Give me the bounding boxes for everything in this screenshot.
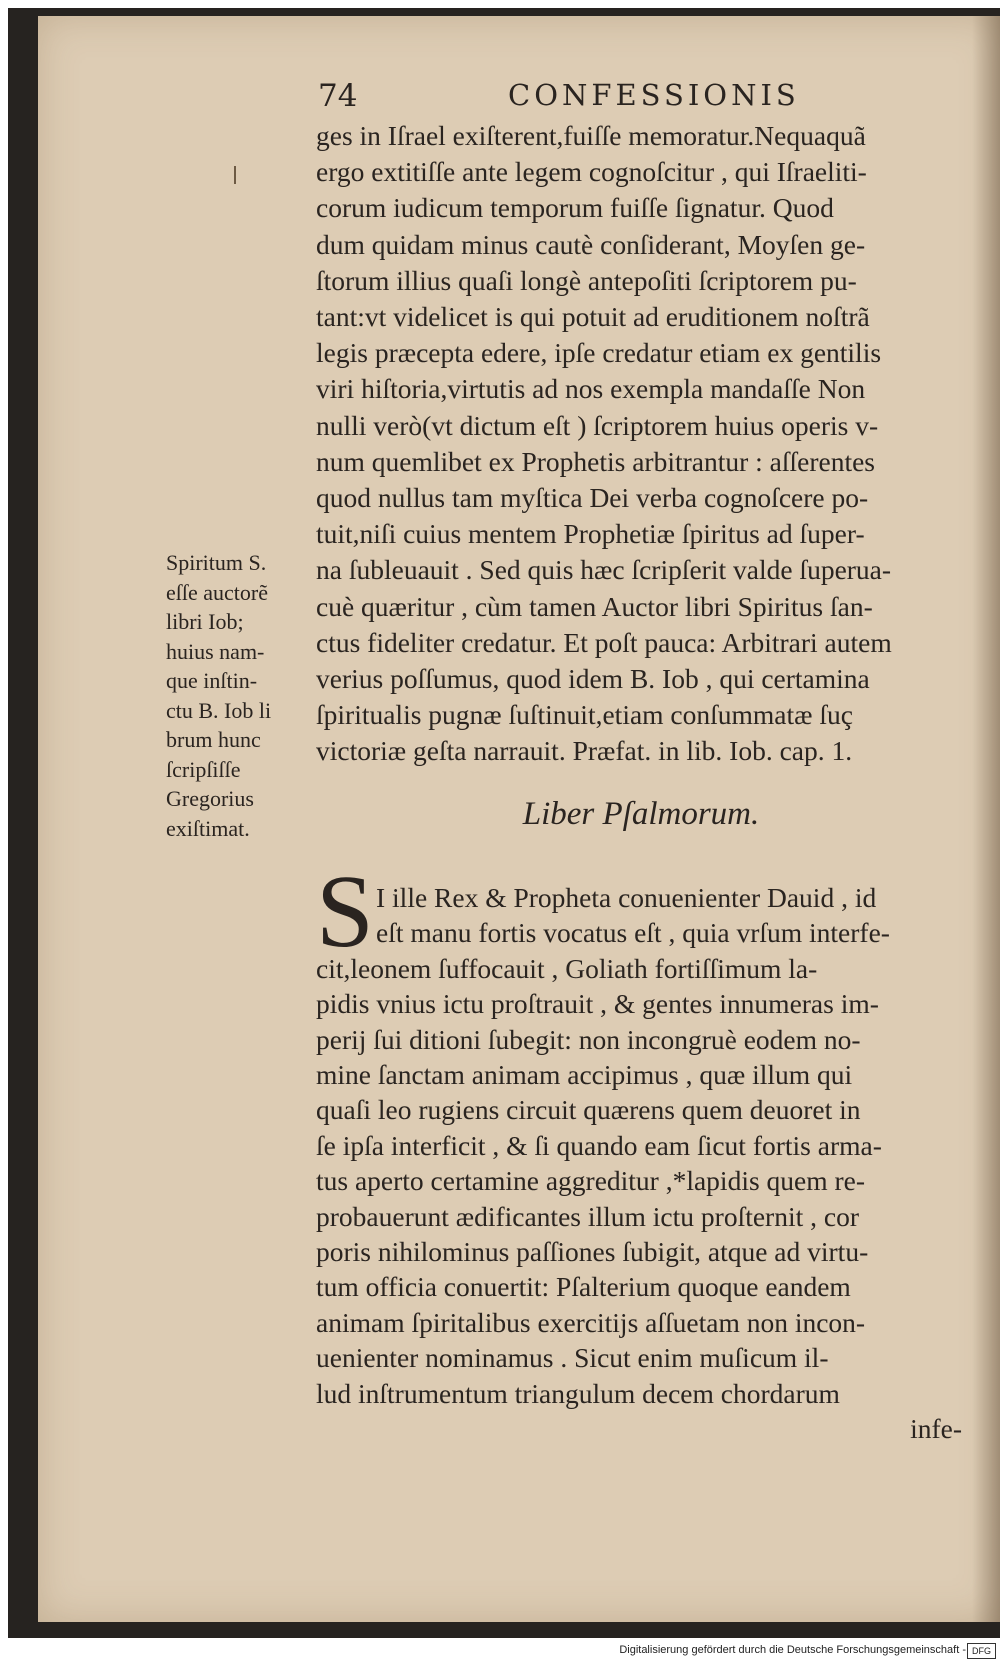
text-line: dum quidam minus cautè conſiderant, Moyſen ge- bbox=[316, 228, 866, 260]
note-line: ſcripſiſſe bbox=[166, 756, 241, 782]
text-line: ergo extitiſſe ante legem cognoſcitur , qui Iſraeliti- bbox=[316, 156, 867, 188]
note-line: brum hunc bbox=[166, 727, 261, 752]
text-line: corum iudicum temporum fuiſſe ſignatur. Quod bbox=[316, 192, 834, 224]
funding-credit: Digitalisierung gefördert durch die Deutsche Forschungsgemeinschaft - bbox=[619, 1644, 966, 1656]
text-line: viri hiſtoria,virtutis ad nos exempla mandaſſe Non bbox=[316, 373, 866, 405]
margin-mark bbox=[234, 166, 236, 184]
text-line: ſtorum illius quaſi longè antepoſiti ſcriptorem pu- bbox=[316, 264, 857, 296]
text-line: uenienter nominamus . Sicut enim muſicum il- bbox=[316, 1342, 829, 1374]
text-line: animam ſpiritalibus exercitijs aſſuetam non incon- bbox=[316, 1306, 866, 1338]
text-line: tus aperto certamine aggreditur ,*lapidis quem re- bbox=[316, 1165, 866, 1197]
note-line: ctu B. Iob li bbox=[166, 697, 272, 723]
text-line: tant:vt videlicet is qui potuit ad eruditionem noſtrã bbox=[316, 301, 870, 333]
text-line: quod nullus tam myſtica Dei verba cognoſcere po- bbox=[316, 482, 869, 514]
text-line: pidis vnius ictu proſtrauit , & gentes innumeras im- bbox=[316, 988, 879, 1020]
text-line: probauerunt ædificantes illum ictu proſternit , cor bbox=[316, 1200, 859, 1232]
text-line: na ſubleuauit . Sed quis hæc ſcripſerit valde ſuperua- bbox=[316, 554, 892, 586]
body-text-section bbox=[316, 880, 962, 1447]
marginal-note bbox=[166, 548, 316, 843]
text-line: verius poſſumus, quod idem B. Iob , qui certamina bbox=[316, 663, 870, 695]
digitization-footer bbox=[0, 1641, 1000, 1661]
running-title: CONFESSIONIS bbox=[508, 78, 800, 112]
note-line: libri Iob; bbox=[166, 609, 244, 634]
text-line: ctus fideliter credatur. Et poſt pauca: Arbitrari autem bbox=[316, 626, 892, 658]
page-edge-shadow bbox=[972, 16, 1000, 1622]
text-line: mine ſanctam animam accipimus , quæ illum qui bbox=[316, 1059, 853, 1091]
text-line: ſe ipſa interficit , & ſi quando eam ſicut fortis arma- bbox=[316, 1129, 882, 1161]
note-line: exiſtimat. bbox=[166, 815, 250, 841]
text-line: victoriæ geſta narrauit. Præfat. in lib. Iob. cap. 1. bbox=[316, 735, 853, 767]
drop-cap-initial: S bbox=[316, 854, 374, 969]
text-line: legis præcepta edere, ipſe credatur etiam ex gentilis bbox=[316, 337, 882, 369]
note-line: eſſe auctorẽ bbox=[166, 579, 268, 605]
text-line: quaſi leo rugiens circuit quærens quem deuoret in bbox=[316, 1094, 861, 1126]
text-line: poris nihilominus paſſiones ſubigit, atque ad virtu- bbox=[316, 1236, 869, 1268]
text-line: cit,leonem ſuffocauit , Goliath fortiſſimum la- bbox=[316, 952, 818, 984]
text-line: eſt manu fortis vocatus eſt , quia vrſum interfe- bbox=[376, 917, 890, 949]
section-heading: Liber Pſalmorum. bbox=[522, 796, 760, 832]
text-line: perij ſui ditioni ſubegit: non incongruè eodem no- bbox=[316, 1023, 861, 1055]
note-line: huius nam- bbox=[166, 638, 265, 664]
running-head bbox=[318, 78, 938, 118]
text-line: tuit,niſi cuius mentem Prophetiæ ſpiritus ad ſuper- bbox=[316, 518, 865, 550]
text-line: cuè quæritur , cùm tamen Auctor libri Spiritus ſan- bbox=[316, 590, 873, 622]
text-line: num quemlibet ex Prophetis arbitrantur : aſſerentes bbox=[316, 445, 876, 477]
page-number: 74 bbox=[318, 78, 358, 114]
note-line: Spiritum S. bbox=[166, 550, 267, 575]
text-line: tum officia conuertit: Pſalterium quoque eandem bbox=[316, 1271, 851, 1303]
catchword: infe- bbox=[910, 1413, 962, 1445]
text-line: lud inſtrumentum triangulum decem chordarum bbox=[316, 1377, 840, 1409]
body-text-top bbox=[316, 118, 962, 770]
dfg-logo: DFG bbox=[967, 1643, 996, 1659]
text-line: ges in Iſrael exiſterent,fuiſſe memoratur.Nequaquã bbox=[316, 120, 866, 151]
note-line: que inſtin- bbox=[166, 668, 258, 693]
text-line: ſpiritualis pugnæ ſuſtinuit,etiam conſummatæ ſuç bbox=[316, 699, 853, 731]
text-line: I ille Rex & Propheta conuenienter Dauid , id bbox=[376, 882, 877, 913]
note-line: Gregorius bbox=[166, 786, 254, 811]
text-line: nulli verò(vt dictum eſt ) ſcriptorem huius operis v- bbox=[316, 409, 879, 441]
